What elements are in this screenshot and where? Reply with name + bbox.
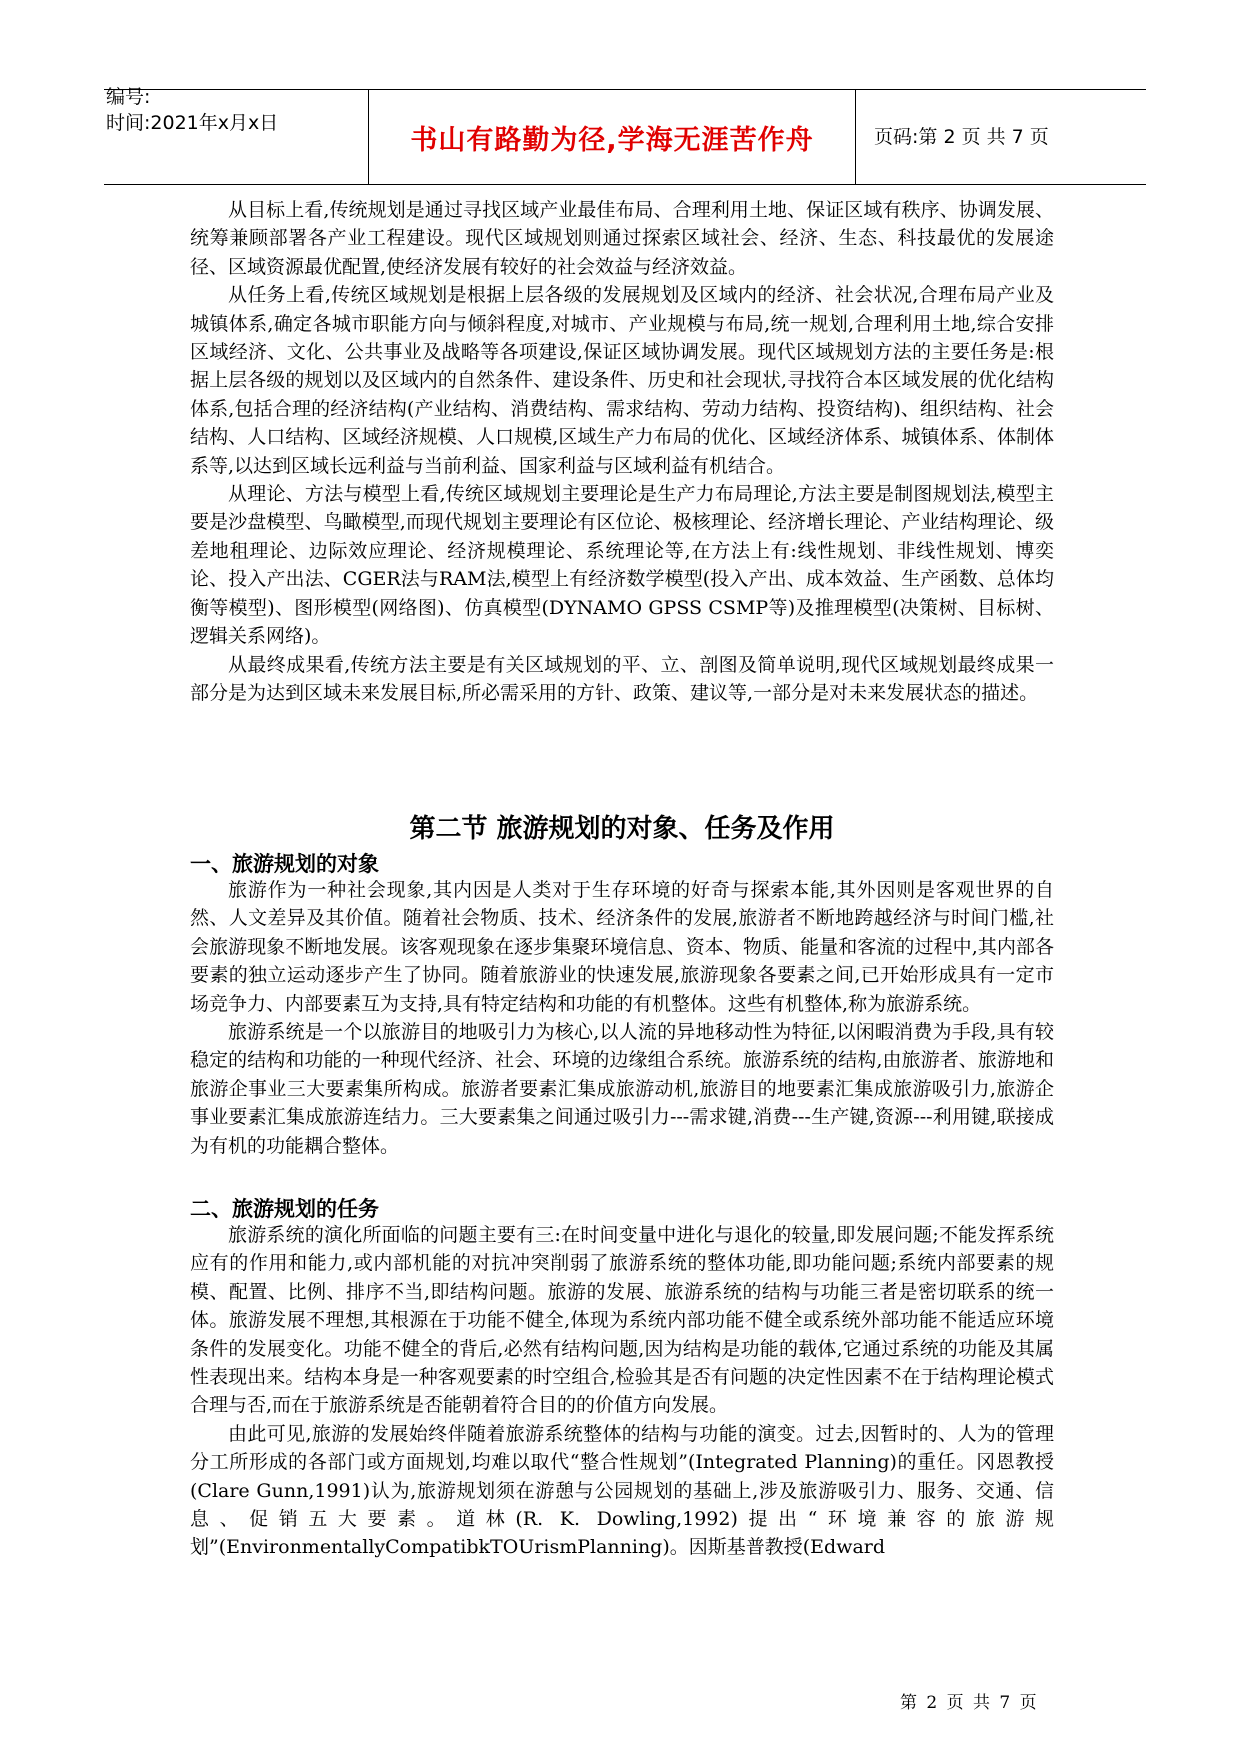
time-label: 时间:2021年x月x日 xyxy=(106,112,279,134)
paragraph: 从理论、方法与模型上看,传统区域规划主要理论是生产力布局理论,方法主要是制图规划法,模型主要是沙盘模型、鸟瞰模型,而现代规划主要理论有区位论、极核理论、经济增长理论、产业结构理论、级差地租理论、边际效应理论、经济规模理论、系统理论等,在方法上有:线性规划、非线性规划、博奕论、投入产出法、CGER法与RAM法,模型上有经济数学模型(投入产出、成本效益、生产函数、总体均衡等模型)、图形模型(网络图)、仿真模型(DYNAMO GPSS CSMP等)及推理模型(决策树、目标树、逻辑关系网络)。 xyxy=(190,483,1054,648)
page-footer: 第 2 页 共 7 页 xyxy=(900,1693,1039,1713)
intro-paragraphs xyxy=(190,196,1054,707)
page-header xyxy=(104,86,1146,185)
paragraph: 从最终成果看,传统方法主要是有关区域规划的平、立、剖图及简单说明,现代区域规划最终成果一部分是为达到区域未来发展目标,所必需采用的方针、政策、建议等,一部分是对未来发展状态的描述。 xyxy=(190,653,1054,704)
paragraph: 从任务上看,传统区域规划是根据上层各级的发展规划及区域内的经济、社会状况,合理布局产业及城镇体系,确定各城市职能方向与倾斜程度,对城市、产业规模与布局,统一规划,合理利用土地,综合安排区域经济、文化、公共事业及战略等各项建设,保证区域协调发展。现代区域规划方法的主要任务是:根据上层各级的规划以及区域内的自然条件、建设条件、历史和社会现状,寻找符合本区域发展的优化结构体系,包括合理的经济结构(产业结构、消费结构、需求结构、劳动力结构、投资结构)、组织结构、社会结构、人口结构、区域经济规模、人口规模,区域生产力布局的优化、区域经济体系、城镇体系、体制体系等,以达到区域长远利益与当前利益、国家利益与区域利益有机结合。 xyxy=(190,284,1054,477)
subsection-task-body xyxy=(190,1221,1054,1562)
paragraph: 从目标上看,传统规划是通过寻找区域产业最佳布局、合理利用土地、保证区域有秩序、协调发展、统筹兼顾部署各产业工程建设。现代区域规划则通过探索区域社会、经济、生态、科技最优的发展途径、区域资源最优配置,使经济发展有较好的社会效益与经济效益。 xyxy=(190,199,1054,278)
section-title: 第二节 旅游规划的对象、任务及作用 xyxy=(409,814,835,844)
paragraph: 旅游作为一种社会现象,其内因是人类对于生存环境的好奇与探索本能,其外因则是客观世界的自然、人文差异及其价值。随着社会物质、技术、经济条件的发展,旅游者不断地跨越经济与时间门槛,社会旅游现象不断地发展。该客观现象在逐步集聚环境信息、资本、物质、能量和客流的过程中,其内部各要素的独立运动逐步产生了协同。随着旅游业的快速发展,旅游现象各要素之间,已开始形成具有一定市场竞争力、内部要素互为支持,具有特定结构和功能的有机整体。这些有机整体,称为旅游系统。 xyxy=(190,879,1054,1015)
header-info-cell xyxy=(104,86,369,184)
paragraph: 旅游系统是一个以旅游目的地吸引力为核心,以人流的异地移动性为特征,以闲暇消费为手段,具有较稳定的结构和功能的一种现代经济、社会、环境的边缘组合系统。旅游系统的结构,由旅游者、旅游地和旅游企事业三大要素集所构成。旅游者要素汇集成旅游动机,旅游目的地要素汇集成旅游吸引力,旅游企事业要素汇集成旅游连结力。三大要素集之间通过吸引力---需求键,消费---生产键,资源---利用键,联接成为有机的功能耦合整体。 xyxy=(190,1021,1054,1157)
motto-text: 书山有路勤为径,学海无涯苦作舟 xyxy=(410,125,814,156)
paragraph: 由此可见,旅游的发展始终伴随着旅游系统整体的结构与功能的演变。过去,因暂时的、人为的管理分工所形成的各部门或方面规划,均难以取代“整合性规划”(Integrated Planning)的重任。冈恩教授(Clare Gunn,1991)认为,旅游规划须在游憩与公园规划的基础上,涉及旅游吸引力、服务、交通、信息、促销五大要素。道林(R. K. Dowling,1992)提出“环境兼容的旅游规划”(EnvironmentallyCompatibkTOUrismPlanning)。因斯基普教授(Edward xyxy=(190,1422,1054,1559)
header-motto-cell xyxy=(369,90,856,184)
paragraph: 旅游系统的演化所面临的问题主要有三:在时间变量中进化与退化的较量,即发展问题;不能发挥系统应有的作用和能力,或内部机能的对抗冲突削弱了旅游系统的整体功能,即功能问题;系统内部要素的规模、配置、比例、排序不当,即结构问题。旅游的发展、旅游系统的结构与功能三者是密切联系的统一体。旅游发展不理想,其根源在于功能不健全,体现为系统内部功能不健全或系统外部功能不能适应环境条件的发展变化。功能不健全的背后,必然有结构问题,因为结构是功能的载体,它通过系统的功能及其属性表现出来。结构本身是一种客观要素的时空组合,检验其是否有问题的决定性因素不在于结构理论模式合理与否,而在于旅游系统是否能朝着符合目的的价值方向发展。 xyxy=(190,1224,1054,1417)
number-label: 编号: xyxy=(106,86,151,108)
header-page-cell xyxy=(856,90,1146,184)
subsection-title-task: 二、旅游规划的任务 xyxy=(190,1197,379,1221)
subsection-object-body xyxy=(190,876,1054,1160)
subsection-title-object: 一、旅游规划的对象 xyxy=(190,852,379,876)
page-label: 页码:第 2 页 共 7 页 xyxy=(874,126,1049,148)
